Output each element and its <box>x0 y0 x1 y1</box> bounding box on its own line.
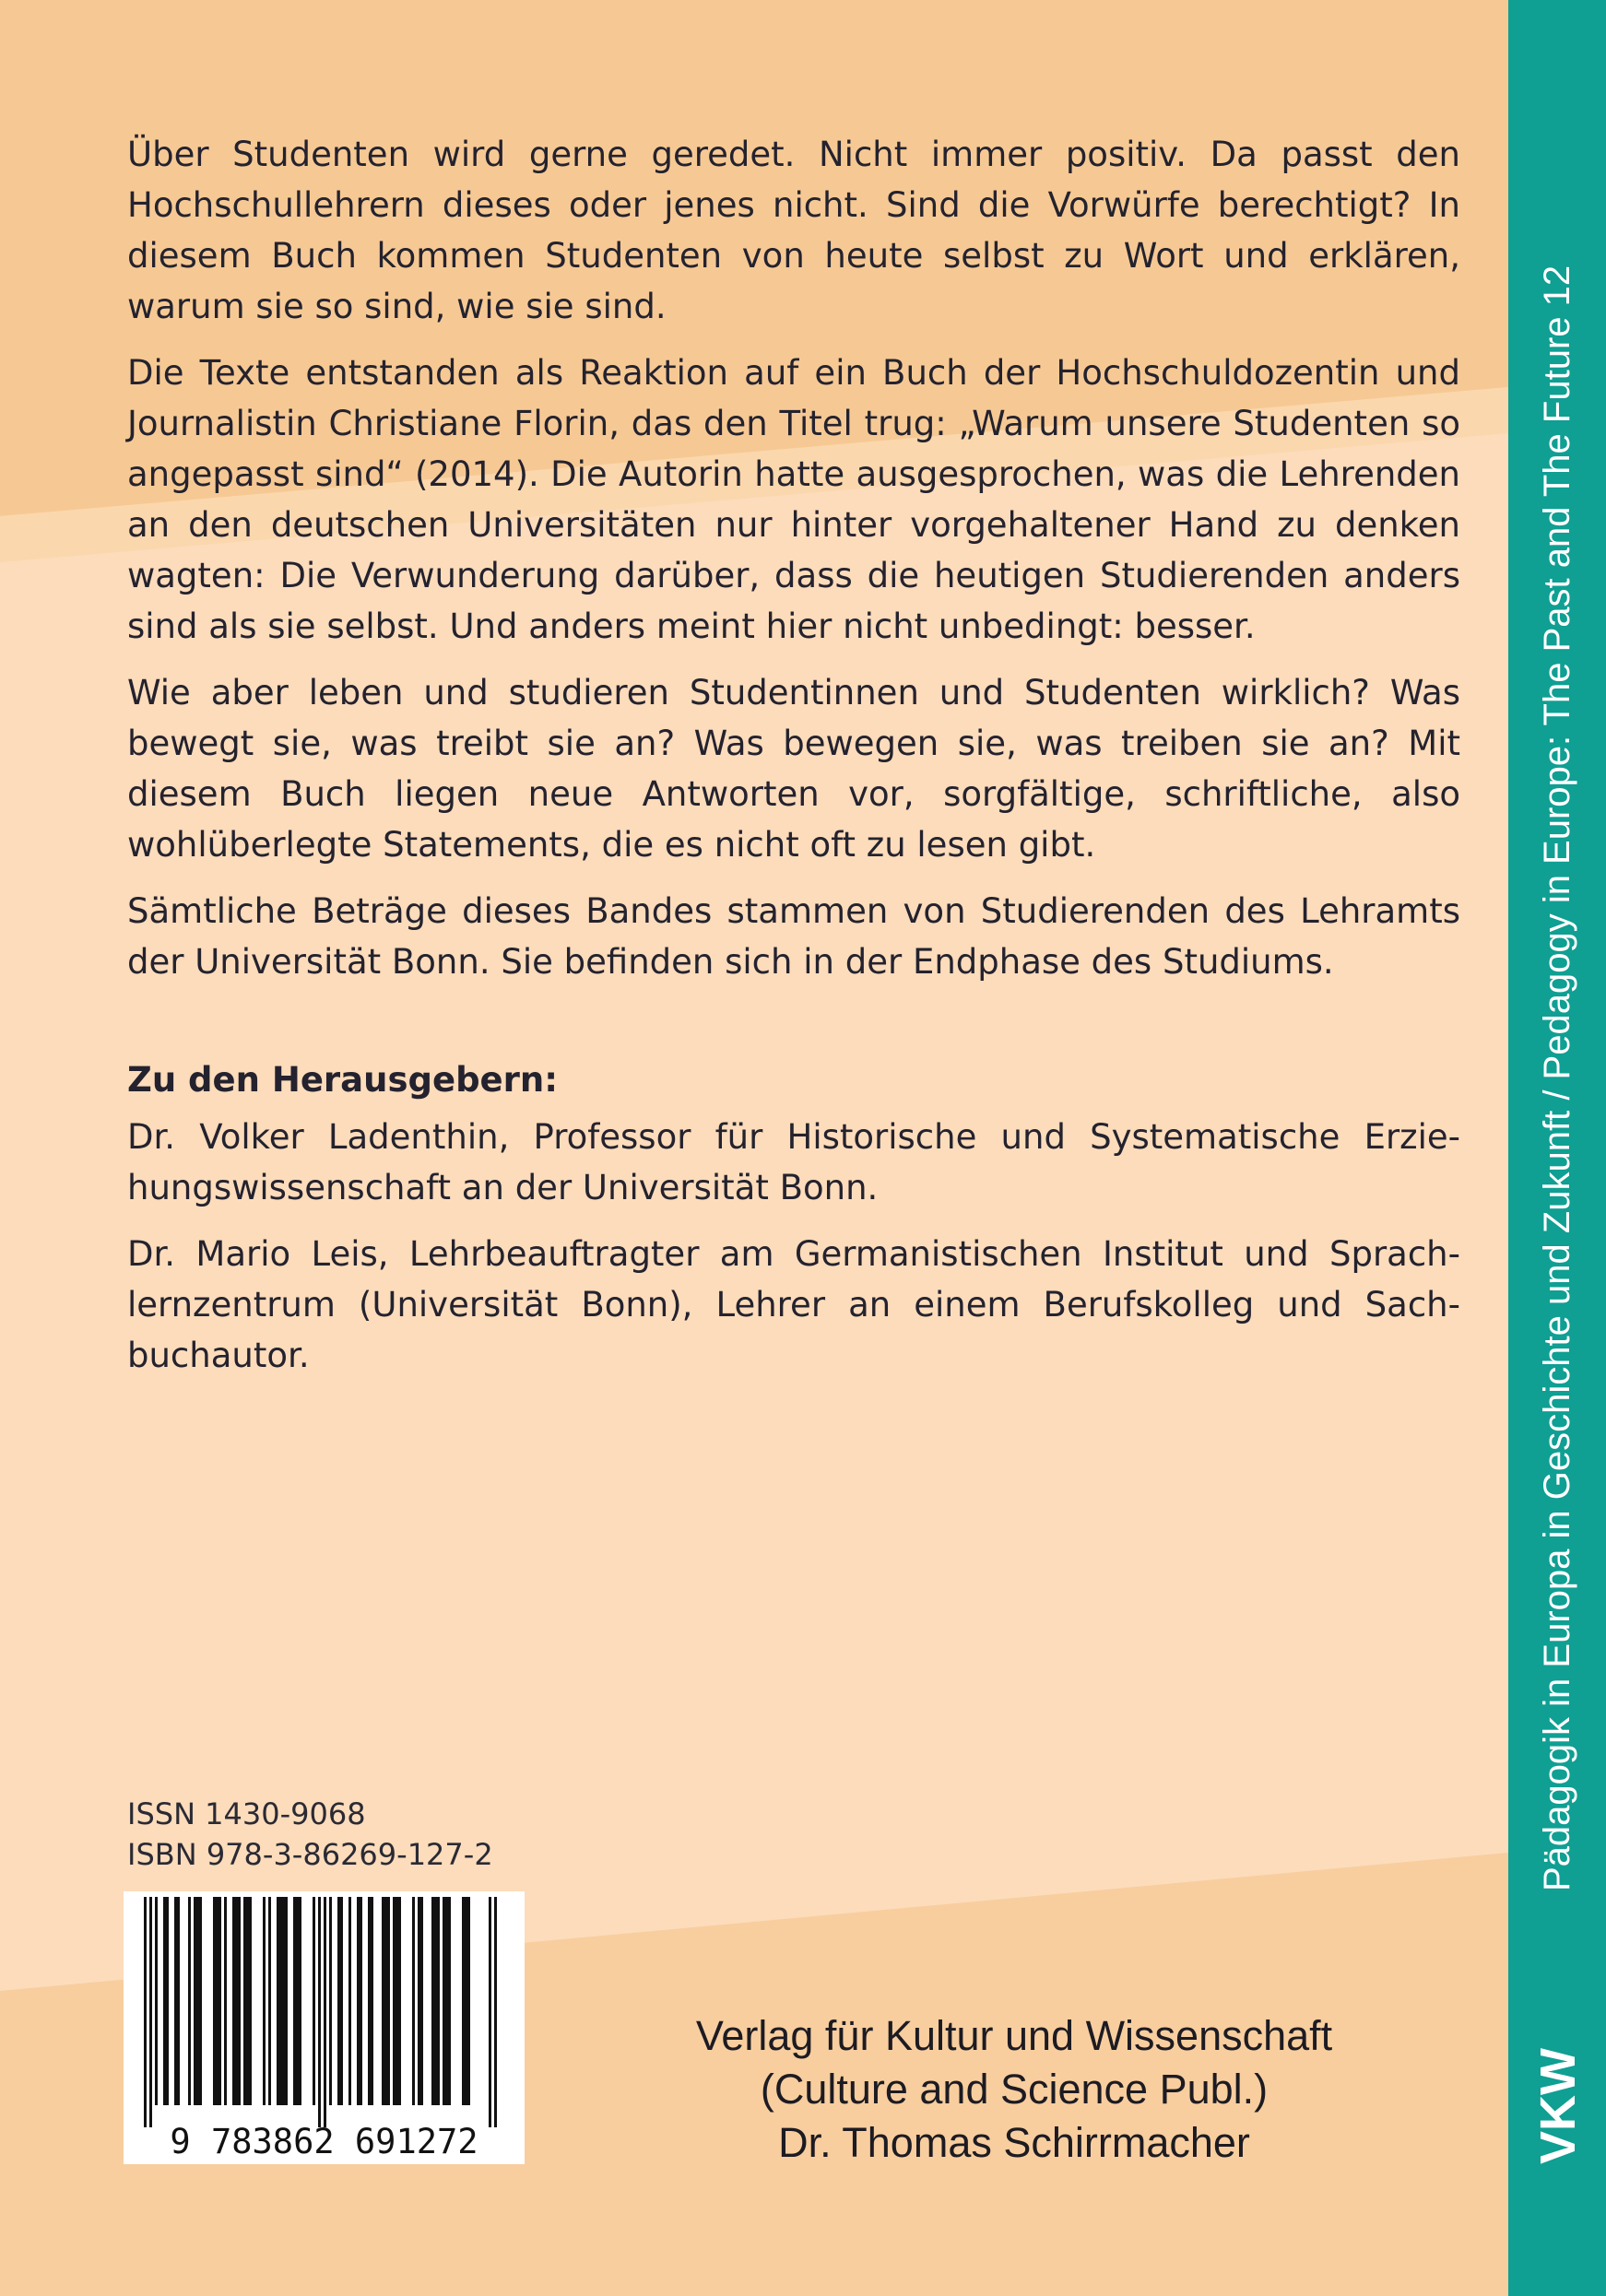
barcode-bar <box>462 1897 470 2105</box>
barcode-bar <box>357 1897 362 2105</box>
barcode-bar <box>144 1897 147 2127</box>
barcode-bar <box>489 1897 491 2127</box>
barcode-bar <box>318 1897 321 2127</box>
barcode-bar <box>431 1897 440 2105</box>
barcode-bar <box>232 1897 241 2105</box>
barcode-bar <box>243 1897 252 2105</box>
barcode-bar <box>412 1897 415 2105</box>
isbn-number: ISBN 978-3-86269-127-2 <box>127 1837 493 1872</box>
blurb-paragraph: Die Texte entstanden als Reaktion auf ein Buch der Hochschuldozentin und Journalistin Christiane Florin, das den Titel trug: „Warum unsere Studenten so angepasst sind“ (2014). Die Autorin hatte ausgesprochen, was die Lehrenden an den deutschen Universitäten nur hinter vorgehaltener Hand zu denken wagten: Die Verwunderung darüber, dass die heutigen Studierenden anders sind als sie selbst. Und anders meint hier nicht unbedingt: besser. <box>127 353 1460 646</box>
barcode-bar <box>313 1897 315 2105</box>
blurb-paragraph: Über Studenten wird gerne geredet. Nicht immer positiv. Da passt den Hochschullehrern dieses oder jenes nicht. Sind die Vorwürfe berechtigt? In diesem Buch kommen Studenten von heute selbst zu Wort und erklären, warum sie so sind, wie sie sind. <box>127 135 1460 326</box>
barcode-bar <box>418 1897 423 2105</box>
barcode-bar <box>194 1897 202 2105</box>
barcode-bar <box>277 1897 288 2105</box>
barcode-bar <box>324 1897 326 2127</box>
barcode-bar <box>293 1897 301 2105</box>
barcode-bar <box>494 1897 497 2127</box>
publisher-name-english: (Culture and Science Publ.) <box>760 2066 1269 2113</box>
spine-series-title: Pädagogik in Europa in Geschichte und Zukunft / Pedagogy in Europe: The Past and The Future 12 <box>1537 265 1577 1891</box>
vkw-logo: VKW <box>1530 2048 1586 2164</box>
barcode-bar <box>382 1897 390 2105</box>
barcode-bar <box>368 1897 373 2105</box>
issn-number: ISSN 1430-9068 <box>127 1796 366 1831</box>
barcode-bar <box>188 1897 191 2105</box>
editors-heading: Zu den Herausgebern: <box>127 1060 559 1100</box>
barcode-bar <box>213 1897 221 2105</box>
blurb-paragraph: Sämtliche Beträge dieses Bandes stammen von Studierenden des Lehramts der Universität Bonn. Sie befinden sich in der Endphase des Studiums. <box>127 891 1460 982</box>
back-cover-blurb <box>127 129 1460 1396</box>
barcode-bar <box>348 1897 351 2105</box>
publisher-block <box>645 2009 1383 2170</box>
barcode-bar <box>224 1897 227 2105</box>
barcode-bar <box>174 1897 180 2105</box>
barcode-bar <box>268 1897 271 2105</box>
publisher-name: Verlag für Kultur und Wissenschaft <box>695 2012 1333 2059</box>
blurb-paragraph: Wie aber leben und studieren Studentinnen und Studenten wirklich? Was bewegt sie, was treibt sie an? Was bewegen sie, was treiben sie an? Mit diesem Buch liegen neue Antworten vor, sorgfältige, schriftliche, also wohlüberlegte Statements, die es nicht oft zu lesen gibt. <box>127 673 1460 865</box>
barcode-bar <box>443 1897 451 2105</box>
barcode-bar <box>329 1897 332 2105</box>
editor-bio: Dr. Volker Ladenthin, Professor für Historische und Systematische Erziehungswissenschaft an der Universität Bonn. <box>127 1117 1460 1207</box>
barcode <box>124 1891 525 2164</box>
barcode-bar <box>155 1897 158 2105</box>
publisher-editor: Dr. Thomas Schirrmacher <box>778 2119 1250 2166</box>
barcode-bar <box>393 1897 401 2105</box>
barcode-bar <box>149 1897 152 2127</box>
barcode-bar <box>337 1897 343 2105</box>
editor-bio: Dr. Mario Leis, Lehrbeauftragter am Germanistischen Institut und Sprachlernzentrum (Universität Bonn), Lehrer an einem Berufskolleg und Sachbuchautor. <box>127 1234 1460 1375</box>
barcode-bar <box>163 1897 169 2105</box>
barcode-bar <box>263 1897 266 2105</box>
barcode-digits: 9 783862 691272 <box>170 2122 478 2161</box>
